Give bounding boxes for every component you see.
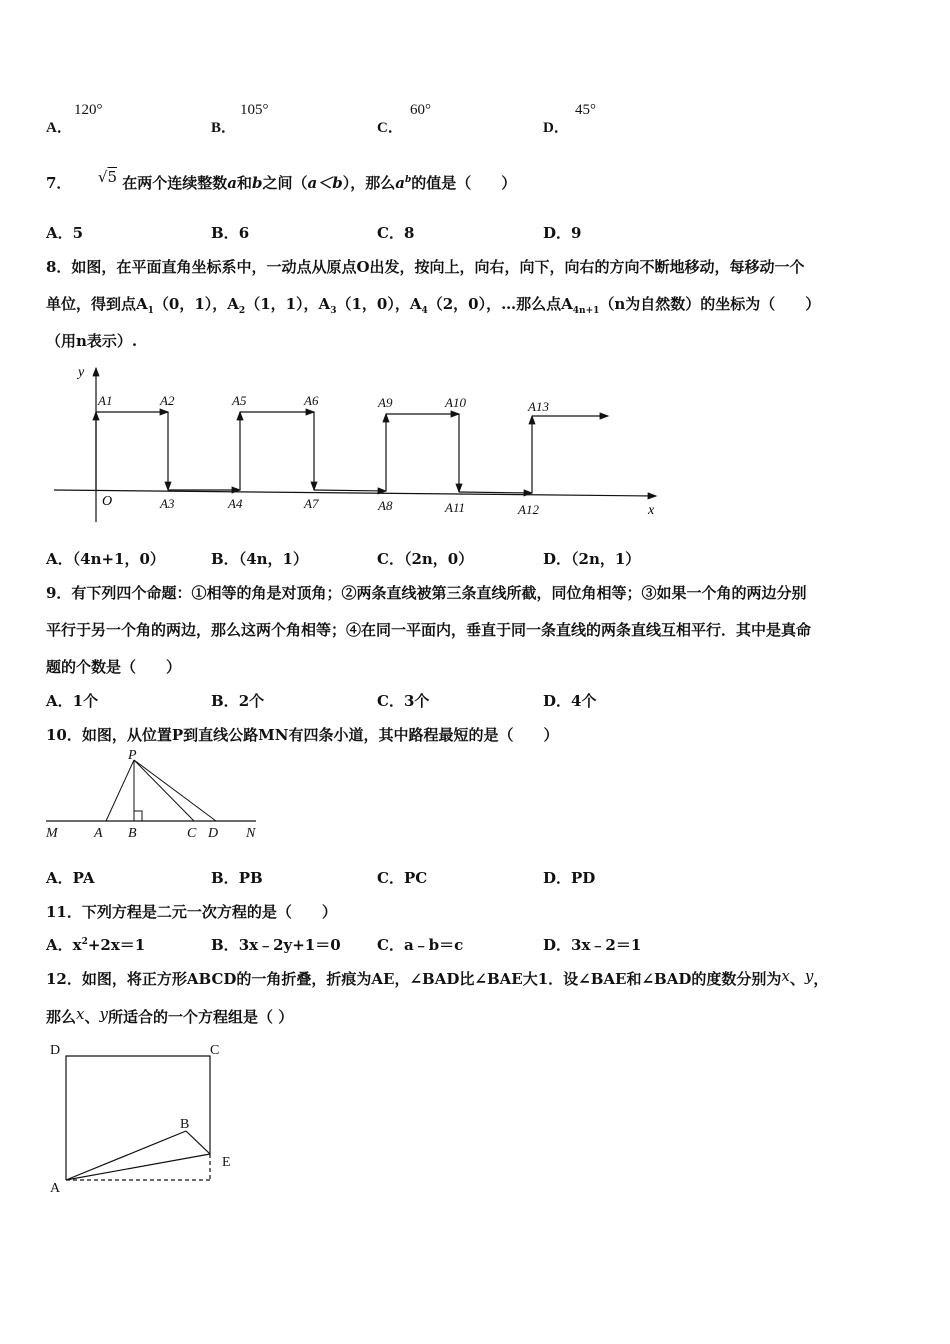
label-a8: A8: [378, 498, 393, 513]
y-axis-label: y: [78, 365, 85, 380]
label-a: A: [94, 826, 103, 841]
q7-text-d: ），那么: [342, 174, 396, 192]
segment-pa: [106, 760, 134, 821]
segment-ab: [66, 1131, 186, 1180]
origin-label: O: [102, 494, 113, 509]
q10-option-d: D．PD: [543, 869, 596, 887]
path-segments: [96, 412, 608, 493]
label-a4: A4: [228, 496, 243, 511]
q7-power-base: a: [395, 174, 405, 192]
segment-pc: [134, 760, 194, 821]
x-axis-label: x: [648, 503, 655, 518]
label-a: A: [50, 1181, 61, 1196]
q11-option-c: C．a﹣b＝c: [377, 936, 464, 954]
q9-line2: 平行于另一个角的两边，那么这两个角相等；④在同一平面内，垂直于同一条直线的两条直线互相平行．其中是真命: [46, 621, 812, 639]
label-a10: A10: [445, 395, 466, 410]
label-a1: A1: [98, 393, 113, 408]
q8-option-d: D．（2n，1）: [543, 550, 641, 568]
q9-option-d: D．4个: [543, 692, 597, 710]
q8-line3: （用n表示）.: [46, 332, 138, 350]
q12-square-figure: [44, 1040, 254, 1200]
q9-option-b: B．2个: [211, 692, 265, 710]
q7-text-a: 在两个连续整数: [122, 174, 228, 192]
label-n: N: [246, 826, 256, 841]
q9-line1: 9．有下列四个命题：①相等的角是对顶角；②两条直线被第三条直线所截，同位角相等；③如果一个角的两边分别: [46, 584, 807, 602]
label-p: P: [128, 750, 137, 763]
label-a6: A6: [304, 393, 319, 408]
q6-option-b-letter: B．: [211, 120, 237, 136]
q10-option-a: A．PA: [46, 869, 95, 887]
q10-figure: [44, 750, 274, 842]
q9-option-a: A．1个: [46, 692, 99, 710]
q9-line3: 题的个数是（ ）: [46, 658, 182, 676]
sqrt-expression: √5: [97, 168, 118, 186]
q6-option-d-letter: D．: [543, 120, 569, 136]
label-b: B: [128, 826, 137, 841]
q9-option-c: C．3个: [377, 692, 430, 710]
label-a13: A13: [528, 399, 549, 414]
label-e: E: [222, 1155, 231, 1170]
label-a5: A5: [232, 393, 247, 408]
q12-var-x-2: x: [76, 1005, 85, 1023]
label-d: D: [208, 826, 219, 841]
label-c: C: [210, 1043, 220, 1058]
q7-inequality: a＜b: [307, 174, 343, 192]
label-a11: A11: [445, 500, 465, 515]
q7-option-c: C．8: [377, 224, 415, 242]
crease-ae: [66, 1154, 210, 1180]
q7-number: 7．: [46, 174, 72, 192]
q10-line1: 10．如图，从位置P到直线公路MN有四条小道，其中路程最短的是（ ）: [46, 726, 559, 744]
q11-option-b: B．3x﹣2y+1＝0: [211, 936, 341, 954]
label-a2: A2: [160, 393, 175, 408]
label-a3: A3: [160, 496, 175, 511]
label-m: M: [46, 826, 58, 841]
q12-line1: 12．如图，将正方形ABCD的一角折叠，折痕为AE，∠BAD比∠BAE大1．设∠BAE和∠BAD的度数分别为x、y，: [46, 967, 829, 988]
q11-option-d: D．3x﹣2＝1: [543, 936, 642, 954]
q8-option-a: A．（4n+1，0）: [46, 550, 165, 568]
q12-var-y-2: y: [99, 1005, 108, 1023]
q6-option-a-value: 120°: [74, 102, 103, 118]
q6-option-a-letter: A．: [46, 120, 72, 136]
segment-be: [186, 1131, 210, 1154]
q12-line2: 那么x、y所适合的一个方程组是（ ）: [46, 1005, 294, 1026]
q7-option-b: B．6: [211, 224, 250, 242]
q6-option-c-value: 60°: [410, 102, 431, 118]
q10-option-c: C．PC: [377, 869, 428, 887]
label-a7: A7: [304, 496, 319, 511]
q7-text-b: 和: [237, 174, 253, 192]
q11-option-a: A．$x^2+2x=1$: [46, 936, 146, 954]
q7-text-e: 的值是（ ）: [411, 174, 517, 192]
label-a12: A12: [518, 502, 539, 517]
q7-stem: [46, 168, 517, 193]
q11-line1: 11．下列方程是二元一次方程的是（ ）: [46, 903, 337, 921]
q10-option-b: B．PB: [211, 869, 263, 887]
q12-var-x: x: [781, 967, 790, 985]
q6-option-c-letter: C．: [377, 120, 403, 136]
q6-option-b-value: 105°: [240, 102, 269, 118]
q7-power-exp: b: [405, 175, 412, 185]
q12-var-y: y: [804, 967, 814, 985]
q8-option-b: B．（4n，1）: [211, 550, 308, 568]
q7-text-c: 之间（: [262, 174, 308, 192]
q7-var-b: b: [252, 174, 263, 192]
label-b: B: [180, 1117, 190, 1132]
q7-var-a: a: [227, 174, 237, 192]
right-angle-mark: [134, 811, 142, 821]
q6-option-d-value: 45°: [575, 102, 596, 118]
q8-coordinate-figure: [50, 362, 670, 527]
label-a9: A9: [378, 395, 393, 410]
q8-option-c: C．（2n，0）: [377, 550, 474, 568]
sqrt-radicand: 5: [107, 168, 118, 186]
q7-option-d: D．9: [543, 224, 582, 242]
q8-line2: 单位，得到点$A_1(0$，1），$A_2(1$，1），$A_3(1$，0），$A_4(2$，0），…那么点$A_{4n+1}(n$为自然数）的坐标为（ ）: [46, 295, 821, 316]
label-c: C: [187, 826, 197, 841]
q7-option-a: A．5: [46, 224, 84, 242]
segment-pd: [134, 760, 216, 821]
q8-line1: 8．如图，在平面直角坐标系中，一动点从原点O出发，按向上，向右，向下，向右的方向不断地移动，每移动一个: [46, 258, 805, 276]
label-d: D: [50, 1043, 61, 1058]
